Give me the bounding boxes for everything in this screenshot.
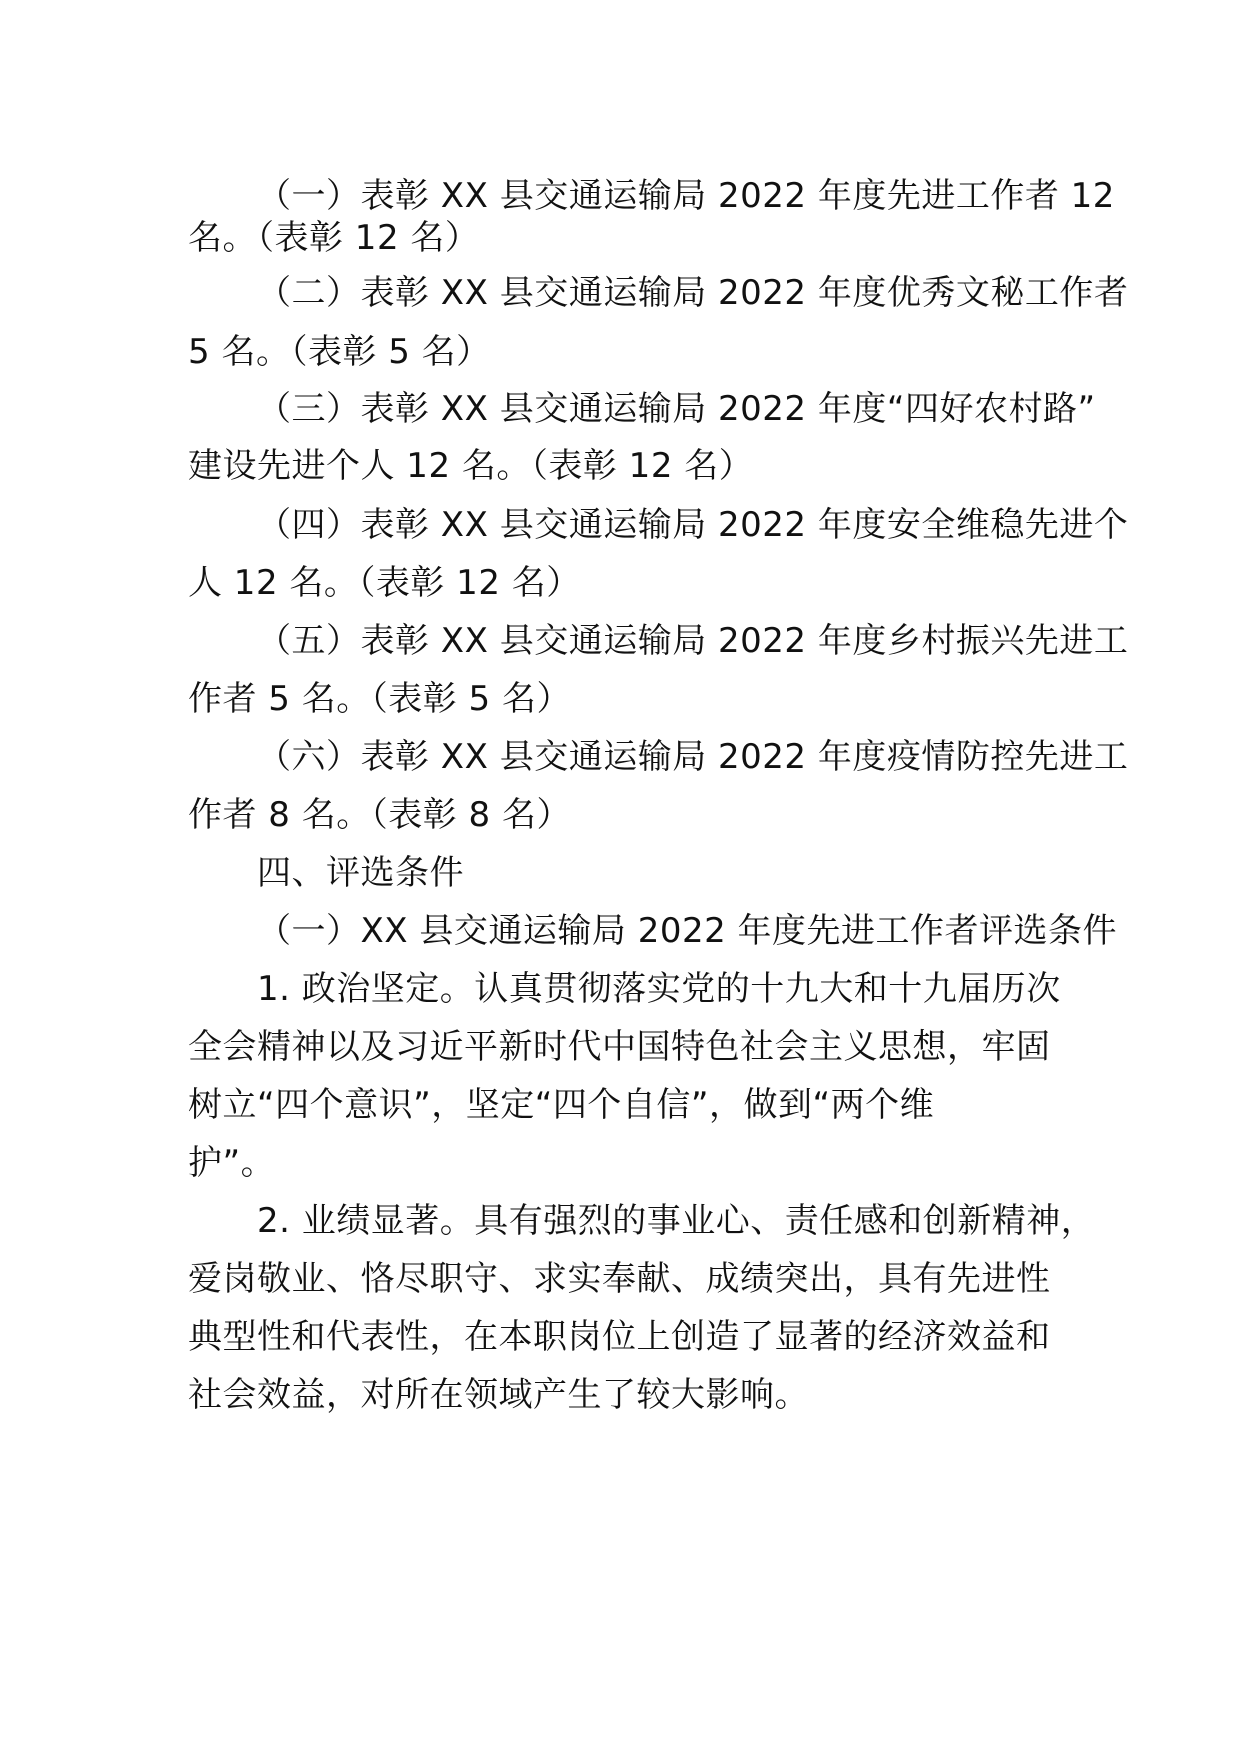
paragraph-line: （六）表彰 XX 县交通运输局 2022 年度疫情防控先进工 [257,737,1129,777]
paragraph-line: 树立“四个意识”，坚定“四个自信”，做到“两个维 [188,1085,935,1125]
paragraph-line: 典型性和代表性，在本职岗位上创造了显著的经济效益和 [188,1317,1051,1357]
paragraph-line: 社会效益，对所在领域产生了较大影响。 [188,1375,809,1415]
paragraph-line: 5 名。（表彰 5 名） [188,332,491,372]
paragraph-line: 名。（表彰 12 名） [188,218,480,258]
paragraph-line: 全会精神以及习近平新时代中国特色社会主义思想，牢固 [188,1027,1051,1067]
paragraph-line: 作者 8 名。（表彰 8 名） [188,795,571,835]
paragraph-line: 护”。 [188,1143,276,1183]
paragraph-line: 人 12 名。（表彰 12 名） [188,563,581,603]
subsection-heading: （一）XX 县交通运输局 2022 年度先进工作者评选条件 [257,911,1118,951]
paragraph-line: （四）表彰 XX 县交通运输局 2022 年度安全维稳先进个 [257,505,1129,545]
paragraph-line: 1. 政治坚定。认真贯彻落实党的十九大和十九届历次 [257,969,1061,1009]
section-heading: 四、评选条件 [257,853,464,893]
paragraph-line: （五）表彰 XX 县交通运输局 2022 年度乡村振兴先进工 [257,621,1129,661]
paragraph-line: 作者 5 名。（表彰 5 名） [188,679,571,719]
paragraph-line: 爱岗敬业、恪尽职守、求实奉献、成绩突出，具有先进性 [188,1259,1051,1299]
paragraph-line: 2. 业绩显著。具有强烈的事业心、责任感和创新精神， [257,1201,1096,1241]
paragraph-line: （一）表彰 XX 县交通运输局 2022 年度先进工作者 12 [257,176,1115,216]
paragraph-line: （三）表彰 XX 县交通运输局 2022 年度“四好农村路” [257,389,1096,429]
paragraph-line: （二）表彰 XX 县交通运输局 2022 年度优秀文秘工作者 [257,273,1129,313]
paragraph-line: 建设先进个人 12 名。（表彰 12 名） [188,446,754,486]
